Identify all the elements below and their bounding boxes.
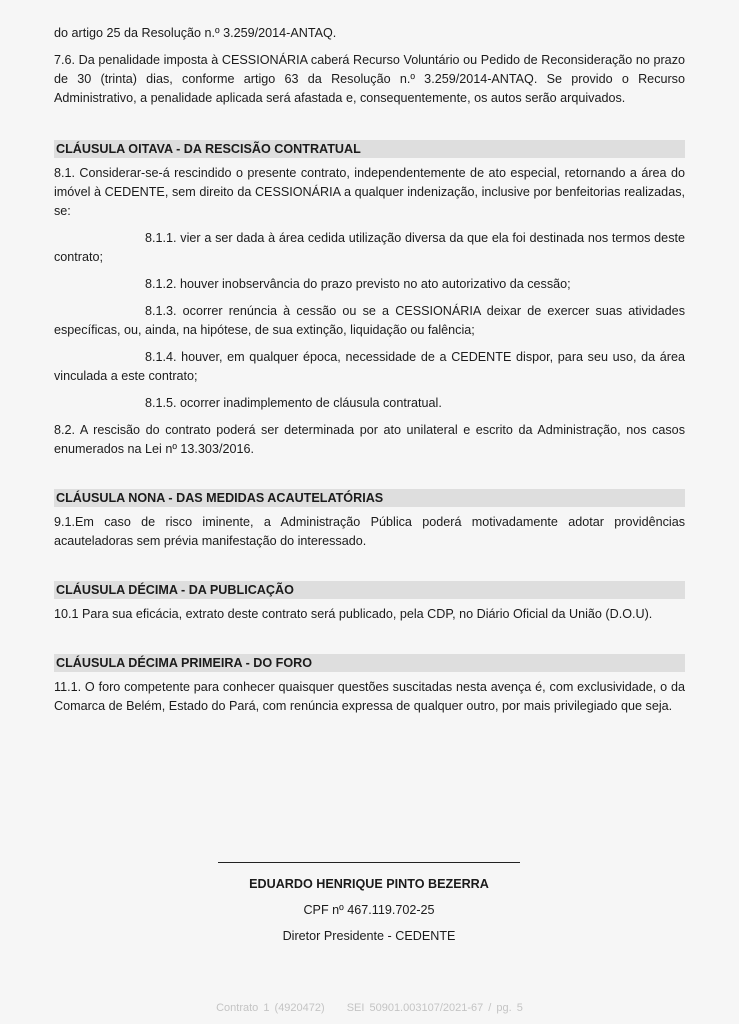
signature-block (218, 862, 520, 945)
paragraph-8-1: 8.1. Considerar-se-á rescindido o presente contrato, independentemente de ato especial, retornando a área do imóvel à CEDENTE, sem direito da CESSIONÁRIA a qualquer indenização, inclusive por benfeitorias realizadas, se: (54, 166, 685, 218)
paragraph-7-5-tail: do artigo 25 da Resolução n.º 3.259/2014-ANTAQ. (54, 26, 337, 40)
clause-10-heading: CLÁUSULA DÉCIMA - DA PUBLICAÇÃO (54, 581, 685, 599)
paragraph-8-2: 8.2. A rescisão do contrato poderá ser determinada por ato unilateral e escrito da Administração, nos casos enumerados na Lei nº 13.303/2016. (54, 423, 685, 456)
signature-line (218, 862, 520, 863)
clause-8-heading: CLÁUSULA OITAVA - DA RESCISÃO CONTRATUAL (54, 140, 685, 158)
paragraph-7-6: 7.6. Da penalidade imposta à CESSIONÁRIA caberá Recurso Voluntário ou Pedido de Reconsideração no prazo de 30 (trinta) dias, conforme artigo 63 da Resolução n.º 3.259/2014-ANTAQ. Se provido o Recurso Administrativo, a penalidade aplicada será afastada e, consequentemente, os autos serão arquivados. (54, 53, 685, 105)
signatory-cpf: CPF nº 467.119.702-25 (303, 903, 435, 917)
footer-sei-reference: SEI 50901.003107/2021-67 / pg. 5 (346, 1002, 523, 1014)
paragraph-8-1-5: 8.1.5. ocorrer inadimplemento de cláusula contratual. (145, 396, 442, 410)
paragraph-8-1-4: 8.1.4. houver, em qualquer época, necessidade de a CEDENTE dispor, para seu uso, da área vinculada a este contrato; (54, 350, 685, 383)
paragraph-11-1: 11.1. O foro competente para conhecer quaisquer questões suscitadas nesta avença é, com exclusividade, o da Comarca de Belém, Estado do Pará, com renúncia expressa de qualquer outro, por mais privilegiado que seja. (54, 680, 685, 713)
footer-document-id: Contrato 1 (4920472) (216, 1002, 325, 1014)
paragraph-10-1: 10.1 Para sua eficácia, extrato deste contrato será publicado, pela CDP, no Diário Oficial da União (D.O.U). (54, 607, 653, 621)
clause-9-heading: CLÁUSULA NONA - DAS MEDIDAS ACAUTELATÓRIAS (54, 489, 685, 507)
signatory-name: EDUARDO HENRIQUE PINTO BEZERRA (249, 877, 489, 891)
paragraph-8-1-3: 8.1.3. ocorrer renúncia à cessão ou se a CESSIONÁRIA deixar de exercer suas atividades específicas, ou, ainda, na hipótese, de sua extinção, liquidação ou falência; (54, 304, 685, 337)
clause-11-heading: CLÁUSULA DÉCIMA PRIMEIRA - DO FORO (54, 654, 685, 672)
document-body (54, 24, 685, 724)
signatory-role: Diretor Presidente - CEDENTE (282, 929, 456, 943)
paragraph-9-1: 9.1.Em caso de risco iminente, a Administração Pública poderá motivadamente adotar providências acauteladoras sem prévia manifestação do interessado. (54, 515, 685, 548)
paragraph-8-1-1: 8.1.1. vier a ser dada à área cedida utilização diversa da que ela foi destinada nos termos deste contrato; (54, 231, 685, 264)
page-footer (0, 1002, 739, 1014)
paragraph-8-1-2: 8.1.2. houver inobservância do prazo previsto no ato autorizativo da cessão; (145, 277, 571, 291)
